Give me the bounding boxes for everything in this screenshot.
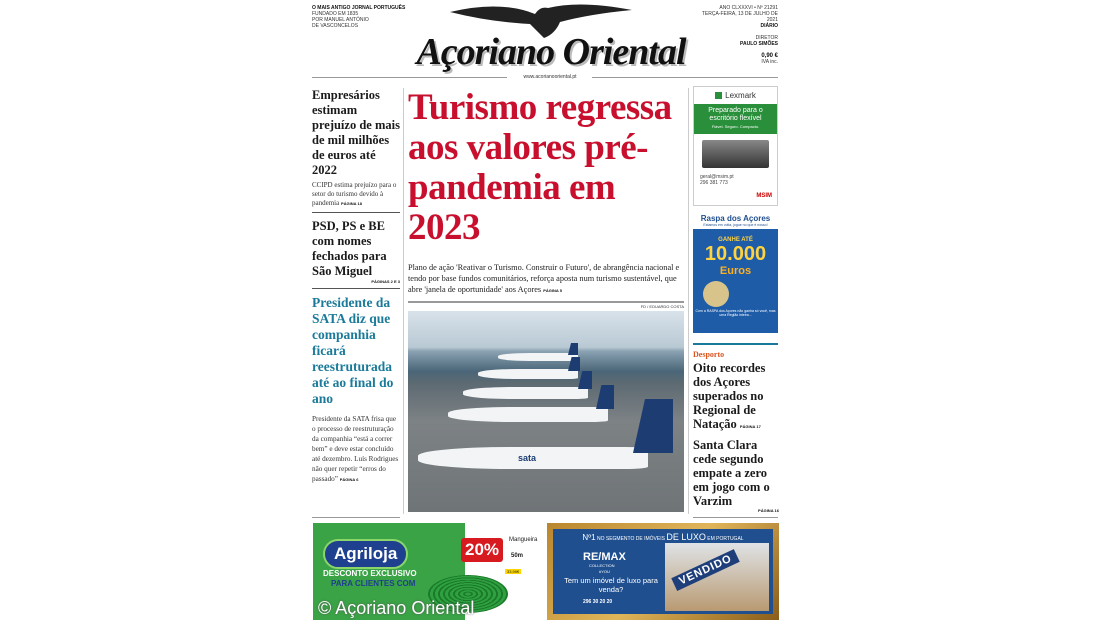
tagline: PARA CLIENTES COM bbox=[331, 579, 416, 588]
page-ref: PÁGINA 17 bbox=[739, 424, 761, 429]
coin-icon bbox=[703, 281, 729, 307]
column-divider bbox=[688, 88, 689, 514]
price: 0,90 € bbox=[761, 53, 778, 59]
story-summary bbox=[312, 414, 400, 485]
ad-question: Tem um imóvel de luxo para venda? bbox=[564, 576, 658, 594]
divider bbox=[408, 301, 684, 303]
ad-sub: Estamos em volta, jogue no que é nosso! bbox=[703, 223, 768, 227]
plane-livery: sata bbox=[518, 453, 537, 463]
page-ref: PÁGINA 18 bbox=[340, 201, 362, 206]
edition: ANO CLXXXVI • Nº 21291 bbox=[719, 5, 778, 11]
phone: 296 30 20 20 bbox=[583, 599, 613, 605]
main-lede bbox=[408, 262, 688, 296]
ad-footer: Com a RASPA dos Açores não ganha só você, mas uma Região inteira... bbox=[695, 309, 776, 317]
photo-credit: FD / EDUARDO COSTA bbox=[640, 304, 684, 309]
story-headline[interactable]: Empresários estimam prejuízo de mais de mil milhões de euros até 2022 bbox=[312, 88, 400, 177]
divider bbox=[312, 77, 507, 78]
brand-sub: COLLECTION bbox=[589, 563, 615, 568]
divider bbox=[693, 343, 778, 345]
website-link[interactable]: www.acorianooriental.pt bbox=[523, 74, 577, 80]
email: geral@msim.pt bbox=[700, 174, 734, 180]
divider bbox=[312, 517, 400, 518]
plane-icon bbox=[478, 369, 578, 379]
phone: 296 381 773 bbox=[700, 180, 728, 186]
vat: IVA inc. bbox=[761, 59, 778, 65]
msim-logo: MSIM bbox=[756, 193, 772, 199]
summary-text: Presidente da SATA frisa que o processo de reestruturação da companhia “está a correr bem” e deve estar concluído até dezembro. Luís Rodrigues não quer repetir “erros do passado” bbox=[312, 415, 399, 483]
divider bbox=[693, 517, 778, 518]
frequency: DIÁRIO bbox=[760, 23, 778, 29]
right-column bbox=[693, 350, 779, 513]
airport-photo bbox=[408, 311, 684, 512]
remax-ad[interactable] bbox=[547, 523, 779, 620]
sold-banner: VENDIDO bbox=[671, 549, 740, 591]
hashtag: #YOU bbox=[599, 569, 610, 574]
divider bbox=[592, 77, 778, 78]
summary-text: CCIPD estima prejuízo para o setor do turismo devido à pandemia bbox=[312, 181, 397, 207]
product-length: 50m bbox=[511, 553, 524, 559]
remax-logo: RE/MAX bbox=[583, 551, 626, 563]
section-label: Desporto bbox=[693, 350, 725, 359]
headline-part: Nº1 bbox=[582, 533, 596, 542]
lexmark-ad[interactable] bbox=[693, 86, 778, 206]
discount-badge: 20% bbox=[461, 538, 503, 562]
ad-sub: Fiável. Seguro. Compacto. bbox=[711, 124, 760, 129]
watermark: © Açoriano Oriental bbox=[318, 598, 475, 618]
date: TERÇA-FEIRA, 13 DE JULHO DE 2021 bbox=[701, 11, 778, 23]
tagline: DESCONTO EXCLUSIVO bbox=[323, 569, 417, 578]
page-ref: PÁGINA 6 bbox=[339, 477, 359, 482]
headline-part: DE LUXO bbox=[666, 532, 706, 542]
masthead-title: Açoriano Oriental bbox=[416, 31, 686, 73]
divider bbox=[312, 288, 400, 289]
ad-headline bbox=[553, 532, 773, 542]
story-headline[interactable]: PSD, PS e BE com nomes fechados para São Miguel bbox=[312, 219, 387, 278]
page-ref: PÁGINA 5 bbox=[543, 288, 562, 293]
story-headline[interactable] bbox=[693, 361, 779, 434]
lede-text: Plano de ação 'Reativar o Turismo. Construir o Futuro', de abrangência nacional e tendo por base fundos comunitários, reforça aposta num turismo sustentável, que abre 'janela de oportunidade' aos Açores bbox=[408, 263, 680, 294]
director: PAULO SIMÕES bbox=[740, 41, 778, 47]
founder: DE VASCONCELOS bbox=[312, 23, 359, 29]
win-label: GANHE ATÉ bbox=[718, 237, 753, 243]
ad-contact bbox=[694, 174, 777, 186]
brand: Lexmark bbox=[725, 91, 756, 100]
story-headline[interactable]: Santa Clara cede segundo empate a zero em jogo com o Varzim bbox=[693, 438, 770, 508]
raspa-ad[interactable] bbox=[693, 214, 778, 336]
story-summary bbox=[312, 181, 400, 208]
headline-part: NO SEGMENTO DE IMÓVEIS bbox=[596, 536, 665, 542]
founder: POR MANUEL ANTÓNIO bbox=[312, 17, 369, 23]
main-headline[interactable]: Turismo regressa aos valores pré-pandemia em 2023 bbox=[408, 87, 672, 248]
headline-part: EM PORTUGAL bbox=[707, 536, 744, 542]
masthead-left-info bbox=[312, 5, 412, 29]
ad-title: Raspa dos Açores bbox=[700, 214, 771, 223]
headline-text: Oito recordes dos Açores superados no Regional de Natação bbox=[693, 361, 766, 431]
plane-icon bbox=[498, 353, 578, 361]
column-divider bbox=[403, 88, 404, 514]
ad-body bbox=[553, 529, 773, 614]
lexmark-logo bbox=[694, 87, 777, 100]
product: Mangueira bbox=[509, 537, 538, 543]
tagline: O MAIS ANTIGO JORNAL PORTUGUÊS bbox=[312, 5, 406, 11]
director-label: DIRETOR bbox=[755, 35, 778, 41]
story-headline[interactable]: Presidente da SATA diz que companhia ficará reestruturada até ao final do ano bbox=[312, 295, 394, 406]
agriloja-logo: Agriloja bbox=[323, 539, 408, 569]
ad-body bbox=[693, 229, 778, 333]
printer-image bbox=[702, 140, 769, 168]
plane-icon bbox=[463, 387, 588, 399]
page-ref: PÁGINA 16 bbox=[758, 508, 779, 513]
price: 33,99€ bbox=[507, 569, 520, 574]
plane-icon bbox=[448, 407, 608, 422]
page-ref: PÁGINAS 2 E 3 bbox=[371, 279, 400, 284]
masthead-right-info bbox=[690, 5, 778, 65]
divider bbox=[312, 212, 400, 213]
amount: 10.000 bbox=[704, 243, 767, 265]
founded: FUNDADO EM 1835 bbox=[312, 11, 359, 17]
ad-headline: Preparado para o escritório flexível bbox=[708, 107, 763, 122]
currency: Euros bbox=[719, 265, 752, 277]
left-column bbox=[312, 88, 400, 485]
ad-banner bbox=[694, 104, 777, 134]
lexmark-icon bbox=[715, 92, 722, 99]
